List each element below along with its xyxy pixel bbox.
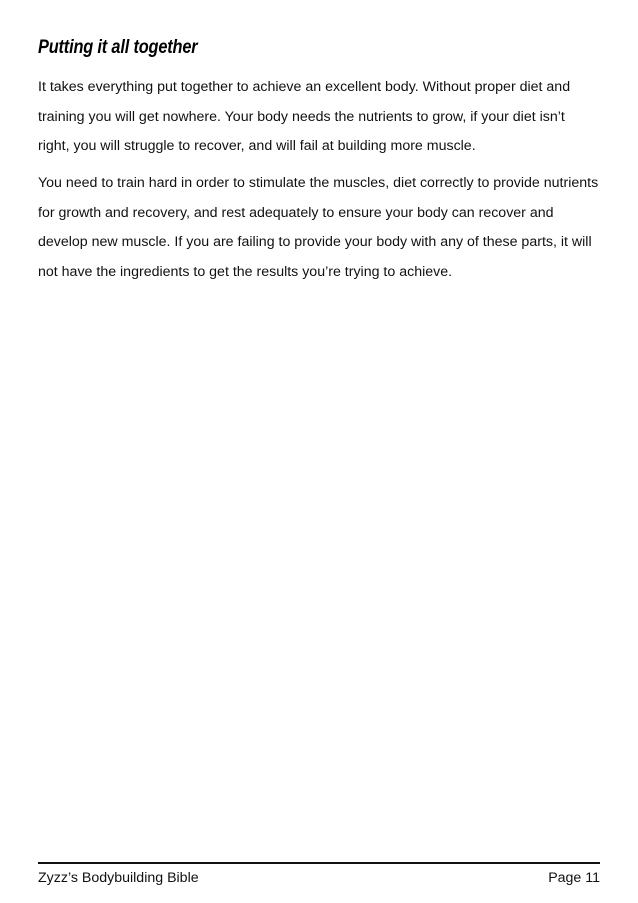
section-heading: Putting it all together (38, 37, 198, 58)
footer-divider (38, 862, 600, 864)
footer-book-title: Zyzz’s Bodybuilding Bible (38, 870, 199, 886)
footer-page-number: Page 11 (548, 870, 600, 886)
body-paragraph-2: You need to train hard in order to stimulate the muscles, diet correctly to provide nutrients for growth and recovery, and rest adequately to ensure your body can recover and develop new muscle. If you are failing to provide your body with any of these parts, it will not have the ingredients to get the results you’re trying to achieve. (38, 175, 599, 280)
body-paragraph-1: It takes everything put together to achieve an excellent body. Without proper diet and training you will get nowhere. Your body needs the nutrients to grow, if your diet isn’t right, you will struggle to recover, and will fail at building more muscle. (38, 79, 571, 154)
